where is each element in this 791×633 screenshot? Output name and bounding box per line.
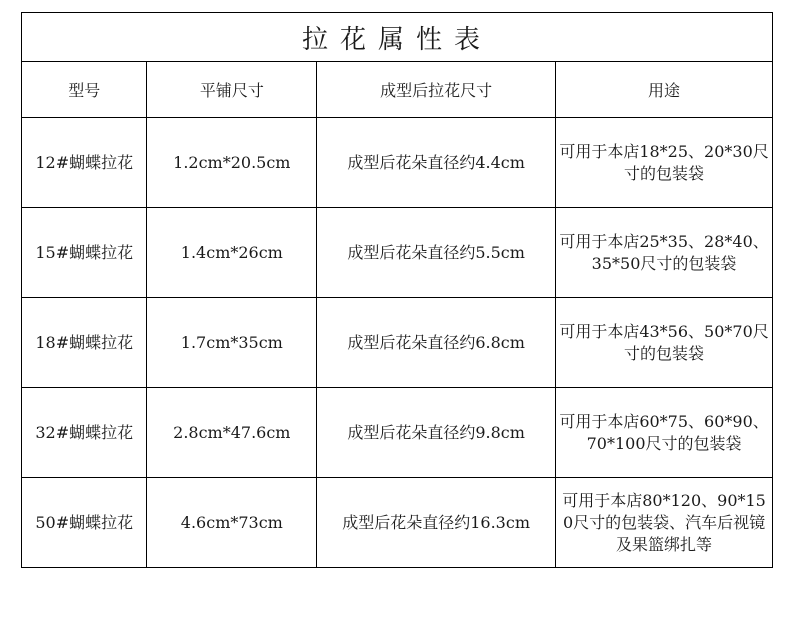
table-title: 拉花属性表 xyxy=(22,13,773,62)
table-row xyxy=(22,208,773,298)
cell-model: 32#蝴蝶拉花 xyxy=(22,388,147,478)
header-row xyxy=(22,62,773,118)
cell-flat-size: 1.4cm*26cm xyxy=(147,208,317,298)
cell-formed-size: 成型后花朵直径约5.5cm xyxy=(317,208,556,298)
cell-usage: 可用于本店18*25、20*30尺寸的包装袋 xyxy=(556,118,773,208)
cell-flat-size: 1.2cm*20.5cm xyxy=(147,118,317,208)
title-row xyxy=(22,13,773,62)
cell-model: 18#蝴蝶拉花 xyxy=(22,298,147,388)
table-row xyxy=(22,118,773,208)
cell-usage: 可用于本店60*75、60*90、70*100尺寸的包装袋 xyxy=(556,388,773,478)
table-row xyxy=(22,388,773,478)
cell-formed-size: 成型后花朵直径约9.8cm xyxy=(317,388,556,478)
cell-formed-size: 成型后花朵直径约6.8cm xyxy=(317,298,556,388)
header-flat-size: 平铺尺寸 xyxy=(147,62,317,118)
attribute-table xyxy=(21,12,773,568)
cell-model: 15#蝴蝶拉花 xyxy=(22,208,147,298)
header-usage: 用途 xyxy=(556,62,773,118)
cell-formed-size: 成型后花朵直径约4.4cm xyxy=(317,118,556,208)
cell-flat-size: 1.7cm*35cm xyxy=(147,298,317,388)
table-row xyxy=(22,298,773,388)
table-row xyxy=(22,478,773,568)
cell-flat-size: 2.8cm*47.6cm xyxy=(147,388,317,478)
cell-usage: 可用于本店43*56、50*70尺寸的包装袋 xyxy=(556,298,773,388)
cell-model: 50#蝴蝶拉花 xyxy=(22,478,147,568)
header-model: 型号 xyxy=(22,62,147,118)
cell-model: 12#蝴蝶拉花 xyxy=(22,118,147,208)
cell-usage: 可用于本店80*120、90*150尺寸的包装袋、汽车后视镜及果篮绑扎等 xyxy=(556,478,773,568)
header-formed-size: 成型后拉花尺寸 xyxy=(317,62,556,118)
cell-formed-size: 成型后花朵直径约16.3cm xyxy=(317,478,556,568)
cell-usage: 可用于本店25*35、28*40、35*50尺寸的包装袋 xyxy=(556,208,773,298)
cell-flat-size: 4.6cm*73cm xyxy=(147,478,317,568)
